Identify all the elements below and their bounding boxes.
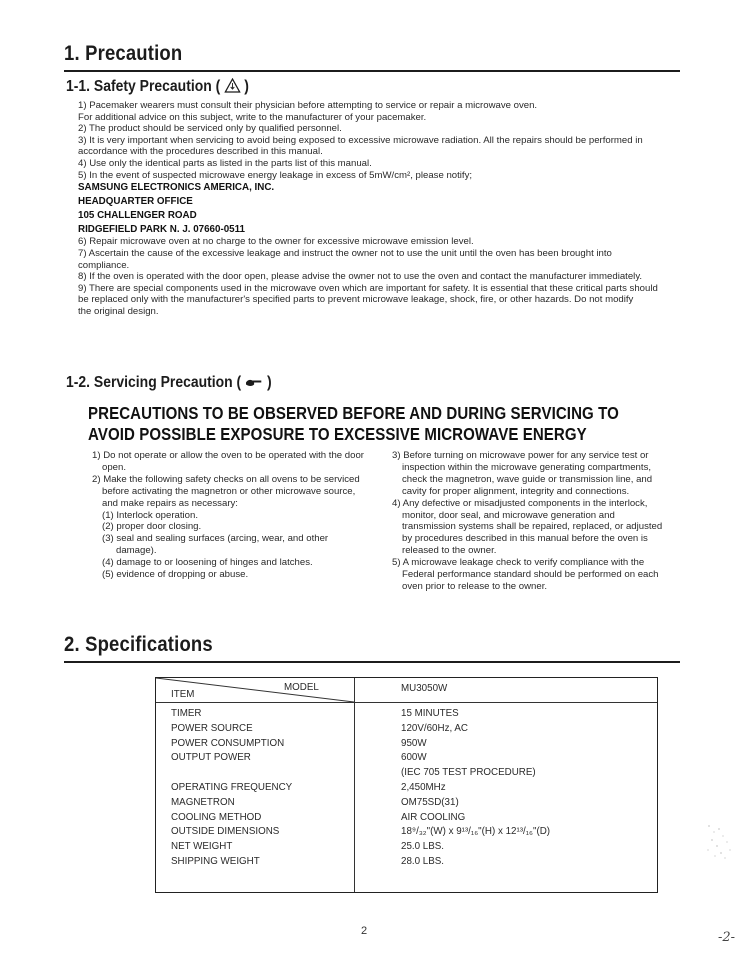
list-item: transmission systems shall be repaired, replaced, or adjusted [402, 521, 663, 533]
list-item: compliance. [78, 259, 130, 271]
address-line: 105 CHALLENGER ROAD [78, 209, 197, 221]
subsection-title-safety [66, 78, 249, 96]
list-item: before activating the magnetron or other microwave source, [102, 485, 356, 497]
list-item: open. [102, 461, 127, 473]
list-item: 4) Any defective or misadjusted components in the interlock, [392, 497, 648, 509]
list-item: cavity for proper alignment, integrity and connections. [402, 485, 630, 497]
list-item: be replaced only with the manufacturer's specified parts to prevent microwave leakage, shock, fire, or other hazards. Do not modify [78, 294, 634, 306]
specifications-table [155, 677, 658, 893]
list-item: oven prior to release to the owner. [402, 580, 548, 592]
scan-noise [705, 820, 733, 860]
header-item: ITEM [171, 689, 195, 700]
section-title-specifications: 2. Specifications [64, 633, 213, 656]
list-item: 6) Repair microwave oven at no charge to the owner for excessive microwave emission level. [78, 236, 474, 248]
list-item: 8) If the oven is operated with the door open, please advise the owner not to use the oven and contact the manufacturer immediately. [78, 271, 643, 283]
spec-item-label: TIMER [171, 708, 202, 719]
list-item: inspection within the microwave generating compartments, [402, 461, 652, 473]
list-item: 5) A microwave leakage check to verify compliance with the [392, 557, 645, 569]
model-value: MU3050W [401, 683, 448, 694]
section-rule [64, 661, 680, 663]
spec-item-value: 25.0 LBS. [401, 841, 445, 853]
warning-line: AVOID POSSIBLE EXPOSURE TO EXCESSIVE MICROWAVE ENERGY [88, 424, 587, 444]
spec-item-value: 950W [401, 737, 427, 749]
list-item: 9) There are special components used in the microwave oven which are important for safety. It is essential that these critical parts should [78, 282, 658, 294]
safety-list [78, 100, 688, 318]
list-item: 5) In the event of suspected microwave energy leakage in excess of 5mW/cm², please notify; [78, 169, 473, 181]
list-item: and make repairs as necessary: [102, 497, 238, 509]
microwave-warning-heading [88, 403, 621, 445]
list-item: damage). [116, 545, 157, 557]
list-item: 1) Do not operate or allow the oven to be operated with the door [92, 450, 364, 461]
list-item: check the magnetron, wave guide or transmission line, and [402, 473, 653, 485]
section-rule [64, 70, 680, 72]
spec-item-label: MAGNETRON [171, 796, 235, 808]
list-item: (4) damage to or loosening of hinges and latches. [102, 557, 313, 569]
spec-item-value: 2,450MHz [401, 782, 446, 793]
spec-item-label: POWER SOURCE [171, 722, 253, 734]
servicing-right-column [392, 450, 692, 593]
spec-item-label: OPERATING FREQUENCY [171, 782, 293, 793]
warning-line: PRECAUTIONS TO BE OBSERVED BEFORE AND DURING SERVICING TO [88, 403, 619, 423]
header-model: MODEL [284, 682, 319, 693]
page-number: 2 [361, 925, 368, 937]
spec-item-value: 18⁹/₃₂"(W) x 9¹³/₁₆"(H) x 12¹³/₁₆"(D) [401, 826, 551, 838]
list-item: (1) Interlock operation. [102, 509, 198, 521]
handwritten-page-mark: -2- [718, 930, 736, 945]
servicing-left-column [92, 450, 382, 581]
list-item: 7) Ascertain the cause of the excessive leakage and instruct the owner not to use the unit until the oven has been brought into [78, 247, 612, 259]
spec-item-label: NET WEIGHT [171, 841, 233, 853]
list-item: 3) It is very important when servicing to avoid being exposed to excessive microwave radiation. All the repairs should be performed in [78, 134, 643, 146]
subsection-title-servicing [66, 374, 272, 392]
section-title-precaution: 1. Precaution [64, 42, 183, 65]
spec-item-label: POWER CONSUMPTION [171, 737, 285, 749]
pointing-hand-icon [245, 374, 263, 389]
list-item: 2) The product should be serviced only by qualified personnel. [78, 123, 342, 135]
list-item: 3) Before turning on microwave power for any service test or [392, 450, 649, 461]
spec-item-value: 15 MINUTES [401, 708, 459, 719]
address-line: HEADQUARTER OFFICE [78, 195, 193, 207]
address-line: RIDGEFIELD PARK N. J. 07660-0511 [78, 223, 245, 235]
spec-item-label: SHIPPING WEIGHT [171, 856, 260, 867]
list-item: (2) proper door closing. [102, 521, 202, 533]
spec-item-value: AIR COOLING [401, 811, 466, 823]
spec-item-value: 600W [401, 752, 427, 764]
spec-item-value: 28.0 LBS. [401, 856, 445, 867]
safety-title-end: ) [244, 78, 249, 95]
list-item: (3) seal and sealing surfaces (arcing, wear, and other [102, 533, 329, 545]
spec-item-label: COOLING METHOD [171, 811, 262, 823]
spec-item-label: OUTPUT POWER [171, 752, 251, 764]
warning-triangle-icon [224, 78, 240, 93]
list-item: 1) Pacemaker wearers must consult their physician before attempting to service or repair a microwave oven. [78, 100, 538, 111]
list-item: (5) evidence of dropping or abuse. [102, 569, 249, 581]
servicing-title-end: ) [266, 374, 272, 391]
list-item: accordance with the procedures described in this manual. [78, 146, 323, 158]
list-item: For additional advice on this subject, write to the manufacturer of your pacemaker. [78, 111, 427, 123]
spec-item-value: (IEC 705 TEST PROCEDURE) [401, 767, 536, 779]
header-divider [156, 702, 657, 703]
column-divider [354, 678, 355, 892]
list-item: monitor, door seal, and microwave generation and [402, 509, 615, 521]
list-item: 4) Use only the identical parts as listed in the parts list of this manual. [78, 157, 372, 169]
list-item: the original design. [78, 305, 159, 317]
list-item: Federal performance standard should be performed on each [402, 569, 659, 581]
address-line: SAMSUNG ELECTRONICS AMERICA, INC. [78, 182, 275, 194]
safety-title-text: 1-1. Safety Precaution ( [66, 78, 221, 95]
servicing-title-text: 1-2. Servicing Precaution ( [66, 374, 242, 391]
list-item: released to the owner. [402, 545, 497, 557]
spec-item-value: OM75SD(31) [401, 796, 459, 808]
list-item: by procedures described in this manual before the oven is [402, 533, 648, 545]
spec-item-label: OUTSIDE DIMENSIONS [171, 826, 280, 838]
spec-item-value: 120V/60Hz, AC [401, 722, 468, 734]
list-item: 2) Make the following safety checks on all ovens to be serviced [92, 473, 360, 485]
